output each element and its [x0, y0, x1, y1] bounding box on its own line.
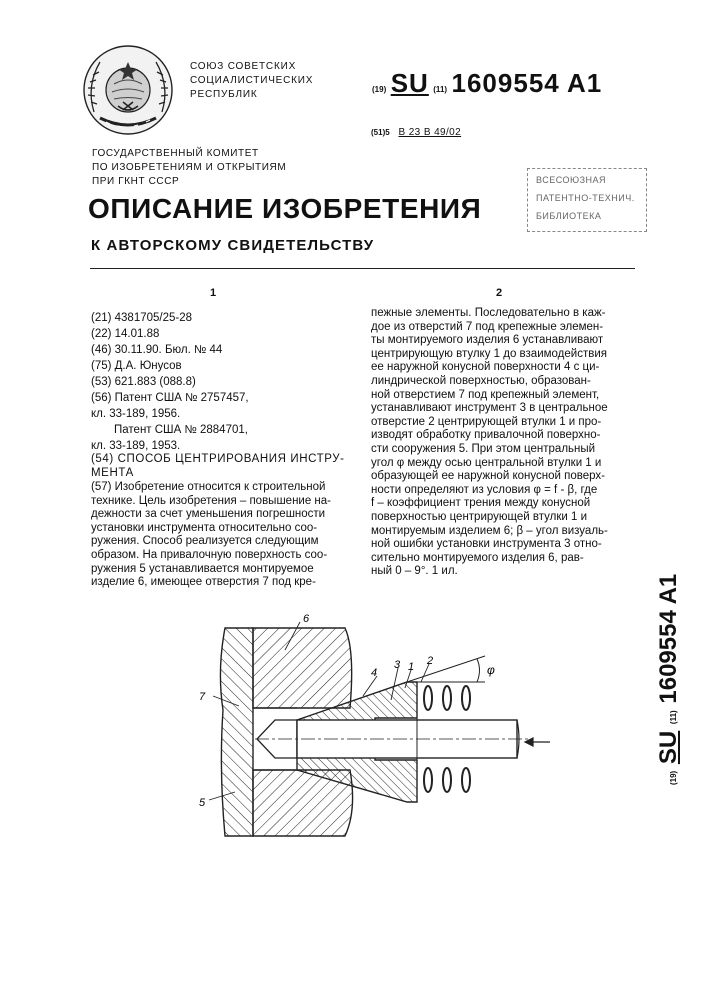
- label-part-2: 2: [427, 655, 434, 667]
- body-line: ты монтируемого изделия 6 устанавливают: [371, 334, 604, 347]
- state-committee: [92, 147, 286, 189]
- label-part-5: 5: [199, 797, 206, 809]
- abstract-line: изделие 6, имеющее отверстия 7 под кре-: [91, 576, 316, 589]
- invention-title-line: МЕНТА: [91, 467, 134, 479]
- body-line: ный 0 – 9°. 1 ил.: [371, 565, 458, 578]
- body-line: устанавливают инструмент 3 в центральное: [371, 402, 608, 415]
- country-code: SU: [390, 68, 429, 98]
- biblio-line: кл. 33-189, 1956.: [91, 408, 181, 420]
- ipc-tag: (51)5: [371, 128, 390, 137]
- committee-line: ГОСУДАРСТВЕННЫЙ КОМИТЕТ: [92, 148, 259, 159]
- biblio-line: (22) 14.01.88: [91, 328, 160, 340]
- body-line: пежные элементы. Последовательно в каж-: [371, 307, 606, 319]
- ussr-emblem: [78, 40, 178, 140]
- feed-arrow: [525, 738, 550, 746]
- label-part-1: 1: [408, 661, 415, 673]
- union-name: [190, 60, 313, 102]
- body-line: f – коэффициент трения между конусной: [371, 497, 591, 510]
- union-line: СОЮЗ СОВЕТСКИХ: [190, 61, 297, 72]
- biblio-line: (53) 621.883 (088.8): [91, 376, 196, 388]
- publication-number: [372, 68, 602, 99]
- body-line: ной отверстием 7 под крепежный элемент,: [371, 388, 600, 401]
- column-number-2: 2: [496, 287, 503, 299]
- committee-line: ПРИ ГКНТ СССР: [92, 176, 180, 187]
- document-subtitle: К АВТОРСКОМУ СВИДЕТЕЛЬСТВУ: [91, 237, 375, 254]
- bibliographic-data: [91, 310, 249, 454]
- abstract-line: дежности за счет уменьшения погрешности: [91, 508, 326, 521]
- body-line: изводят обработку привалочной поверхно-: [371, 429, 601, 442]
- number-tag: (11): [433, 85, 448, 94]
- margin-country-code: SU: [655, 730, 682, 765]
- biblio-line: (75) Д.А. Юнусов: [91, 360, 182, 372]
- body-line: дое из отверстий 7 под крепежные элемен-: [371, 320, 604, 333]
- stamp-line: ВСЕСОЮЗНАЯ: [536, 175, 607, 185]
- margin-number-tag: (11): [669, 710, 678, 725]
- label-part-6: 6: [303, 613, 310, 625]
- document-title: ОПИСАНИЕ ИЗОБРЕТЕНИЯ: [88, 193, 482, 224]
- abstract: [91, 481, 331, 590]
- header-divider: [90, 268, 635, 269]
- margin-patent-number: [655, 545, 683, 785]
- body-line: поверхностью центрирующей втулки 1 и: [371, 510, 587, 523]
- biblio-line: (56) Патент США № 2757457,: [91, 392, 249, 404]
- abstract-line: (57) Изобретение относится к строительной: [91, 481, 326, 493]
- union-line: РЕСПУБЛИК: [190, 89, 258, 100]
- biblio-line: (46) 30.11.90. Бюл. № 44: [91, 344, 223, 356]
- union-line: СОЦИАЛИСТИЧЕСКИХ: [190, 75, 314, 86]
- biblio-line: Патент США № 2884701,: [114, 424, 248, 436]
- label-part-4: 4: [371, 667, 378, 679]
- structure-5: [220, 628, 253, 836]
- invention-title-line: (54) СПОСОБ ЦЕНТРИРОВАНИЯ ИНСТРУ-: [91, 453, 345, 465]
- ipc-code: В 23 В 49/02: [398, 127, 462, 138]
- column-number-1: 1: [210, 287, 217, 299]
- body-line: ности определяют из условия φ = f - β, где: [371, 483, 598, 496]
- patent-number: 1609554 A1: [451, 68, 603, 98]
- label-part-3: 3: [394, 659, 401, 671]
- stamp-line: ПАТЕНТНО-ТЕХНИЧ.: [536, 193, 635, 203]
- biblio-line: кл. 33-189, 1953.: [91, 440, 181, 452]
- tool-3: [255, 718, 529, 760]
- library-stamp: [527, 168, 647, 232]
- abstract-line: ружения. Способ реализуется следующим: [91, 535, 319, 548]
- invention-title: [91, 452, 345, 480]
- label-part-7: 7: [199, 691, 206, 703]
- technical-drawing: [195, 610, 555, 845]
- margin-number: 1609554 A1: [655, 573, 682, 704]
- body-line: ной ошибки установки инструмента 3 отно-: [371, 538, 602, 551]
- country-code-tag: (19): [372, 85, 387, 94]
- biblio-line: (21) 4381705/25-28: [91, 312, 193, 324]
- stamp-line: БИБЛИОТЕКА: [536, 211, 602, 221]
- abstract-line: образом. На привалочную поверхность соо-: [91, 548, 328, 561]
- body-line: монтируемым изделием 6; β – угол визуаль-: [371, 524, 608, 537]
- margin-country-code-tag: (19): [669, 770, 678, 785]
- body-line: центрирующую втулку 1 до взаимодействия: [371, 347, 607, 360]
- ipc-classification: [371, 127, 461, 138]
- body-line: сительно монтируемого изделия 6, рав-: [371, 551, 584, 564]
- abstract-line: технике. Цель изобретения – повышение на-: [91, 494, 332, 507]
- body-line: линдрической поверхностью, образован-: [371, 374, 591, 387]
- body-line: сти сооружения 5. При этом центральный: [371, 442, 596, 455]
- label-angle-phi: φ: [487, 663, 495, 677]
- body-line: угол φ между осью центральной втулки 1 и: [371, 456, 602, 469]
- body-line: отверстие 2 центрирующей втулки 1 и про-: [371, 415, 602, 428]
- abstract-line: установки инструмента относительно соо-: [91, 521, 318, 534]
- angle-phi-mark: [407, 656, 485, 682]
- abstract-line: ружения 5 устанавливается монтируемое: [91, 562, 314, 575]
- body-line: образующей ее наружной конусной поверх-: [371, 470, 605, 483]
- body-line: ее наружной конусной поверхности 4 с ци-: [371, 361, 600, 374]
- column-2-text: [371, 307, 608, 579]
- committee-line: ПО ИЗОБРЕТЕНИЯМ И ОТКРЫТИЯМ: [92, 162, 287, 173]
